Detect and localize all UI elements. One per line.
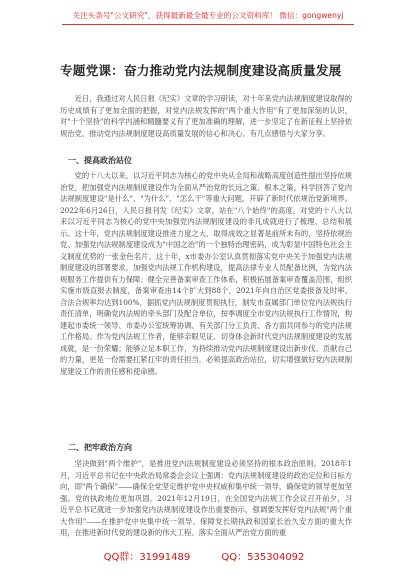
- section-heading-2: 二、把牢政治方向: [68, 443, 132, 452]
- section-1-paragraph: 党的十八大以来，以习近平同志为核心的党中央从全局和战略高度创造性提出坚持依规治党，把加强党内法规制度建设作为全面从严治党的长远之策、根本之策，科学回答了党内法规制度建设"是什么"、"为什么"、"怎么干"等重大问题，开辟了新时代依规治党新境界。2022年6月26日，人民日报刊发《纪实》文章，站在"八个始终"的高度，对党的十八大以来以习近平同志为核心的党中央加强党内法规制度建设的非凡成就进行了梳理、总结和展示。这十年，党内法规制度建设推进力度之大、取得成效之显著是前所未有的，坚持依规治党、加强党内法规制度建设成为"中国之治"的一个独特治理密码，成为彰显中国特色社会主义制度优势的一张金色名片。这十年，x市委办公室认真贯彻落实党中央关于加强党内法规制度建设的部署要求，加强党内法规工作机构建设，提高法律专业人员配备比例，为党内法规服务工作提供有力保障；健全完善备案审查工作体系，积极拓展备案审查覆盖范围，组织实施市级直报去制度，备案审查由14个扩大到88个，2021年向自治区党委报备及时率、合法合规率均达到100%，据抓党内法规制度贯彻执行，制发市直属部门单位党内法规执行责任清单，明确党内法规的牵头部门及配合单位，按季调度全市党内法规执行工作情况，构建起市委统一领导、市委办公室统筹协调、有关部门分工负责、各方面共同参与的党内法规工作格局。作为党内法规工作者，能够亲眼见证、切身体会新时代党内法规制度建设的发展成就，是一份荣耀；能够立足本职工作，为持续推动党内法规制度建设出新步伐、贡献自己的力量，更是一份需要扛紧扛牢的责任担当，必须提高政治站位，切实增强做好党内法规制度建设工作的责任感和使命感。: [60, 171, 352, 376]
- top-banner: 关注头条号"公文研究"，获得最新最全最专业的公文资料库！ 微信：gongwenyj: [62, 10, 354, 25]
- footer-qq: QQ：535304092: [221, 552, 305, 563]
- intro-paragraph: 近日，我通过对人民日报《纪实》文章的学习研读，对十年来党内法规制度建设取得的历史成绩有了更加全面的把握，对党内法规发挥的"两个重大作用"有了更加深刻的认识，对"十个坚持"的科学内涵和精髓要义有了更加准确的理解，进一步坚定了在新征程上坚持依规治党、推动党内法规制度建设高质量发展的信心和决心。有几点感悟与大家分享。: [60, 94, 352, 138]
- page-title: 专题党课：奋力推动党内法规制度建设高质量发展: [60, 63, 342, 78]
- section-heading-1: 一、提高政治站位: [68, 156, 132, 165]
- footer-qq-group: QQ群：31991489: [103, 552, 191, 563]
- section-2-paragraph: 坚决做到"两个维护"，是推进党内法规制度建设必须坚持的根本政治原则。2018年1月，习近平总书记在中央政治局常委会会议上强调：党内法规制度建设的政治定位和目标方向，即"两个确保"——确保全党坚定维护党中央权威和集中统一领导，确保党的领导更加坚强。党的执政地位更加巩固。2021年12月19日，在全国党内法规工作会议召开前夕，习近平总书记就进一步加强党内法规制度建设作出重要指示，强调要发挥好党内法规"两个重大作用"——在推护党中央集中统一领导、保障党长期执政和国家长治久安方面的重大作用，在推进新时代党的建设新的伟大工程、落实全面从严治党方面的重: [60, 459, 352, 537]
- footer-contact: [0, 548, 408, 563]
